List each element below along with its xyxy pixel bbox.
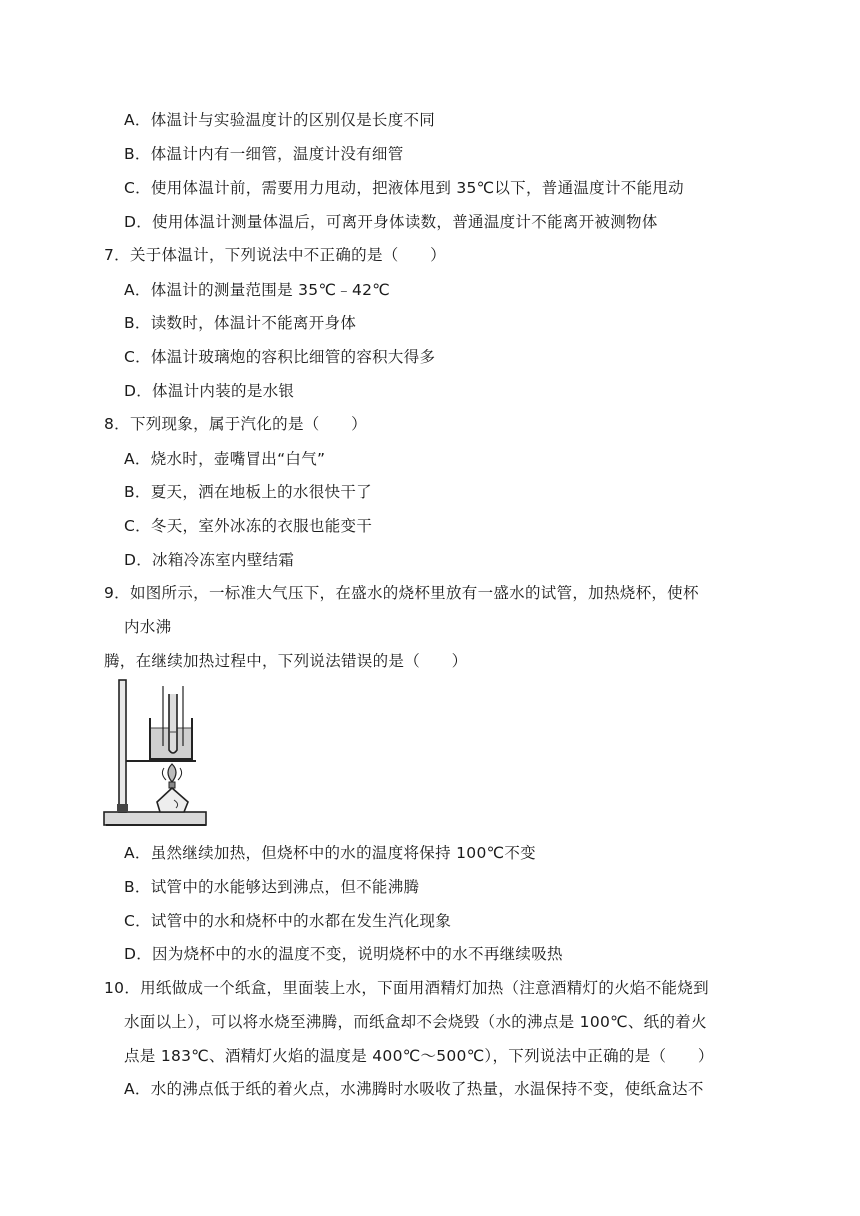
q7-option-a: A．体温计的测量范围是 35℃﹣42℃ [124, 281, 390, 299]
q8-option-a: A．烧水时，壶嘴冒出“白气” [124, 450, 326, 468]
q10-stem-line-2: 水面以上），可以将水烧至沸腾，而纸盒却不会烧毁（水的沸点是 100℃、纸的着火 [124, 1013, 707, 1031]
q8-option-d: D．冰箱冷冻室内壁结霜 [124, 551, 295, 569]
q10-stem-line-3: 点是 183℃、酒精灯火焰的温度是 400℃～500℃），下列说法中正确的是（ ） [124, 1047, 714, 1065]
q8-stem: 8．下列现象，属于汽化的是（ ） [104, 415, 367, 433]
alcohol-lamp [157, 788, 188, 812]
q6-option-a: A．体温计与实验温度计的区别仅是长度不同 [124, 111, 436, 129]
q7-stem: 7．关于体温计，下列说法中不正确的是（ ） [104, 246, 446, 264]
q6-option-c: C．使用体温计前，需要用力甩动，把液体甩到 35℃以下，普通温度计不能甩动 [124, 179, 684, 197]
q8-option-c: C．冬天，室外冰冻的衣服也能变干 [124, 517, 373, 535]
q9-option-d: D．因为烧杯中的水的温度不变，说明烧杯中的水不再继续吸热 [124, 945, 563, 963]
q9-option-a: A．虽然继续加热，但烧杯中的水的温度将保持 100℃不变 [124, 844, 536, 862]
boiling-apparatus-figure [102, 676, 210, 834]
q10-stem-line-1: 10．用纸做成一个纸盒，里面装上水，下面用酒精灯加热（注意酒精灯的火焰不能烧到 [104, 979, 709, 997]
q8-option-b: B．夏天，洒在地板上的水很快干了 [124, 483, 372, 501]
q7-option-b: B．读数时，体温计不能离开身体 [124, 314, 357, 332]
q9-stem-line-3: 腾，在继续加热过程中，下列说法错误的是（ ） [104, 652, 468, 670]
q6-option-b: B．体温计内有一细管，温度计没有细管 [124, 145, 404, 163]
q9-option-b: B．试管中的水能够达到沸点，但不能沸腾 [124, 878, 420, 896]
stand-rod [119, 680, 126, 812]
q9-stem-line-2: 内水沸 [124, 618, 172, 636]
q7-option-c: C．体温计玻璃炮的容积比细管的容积大得多 [124, 348, 436, 366]
q7-option-d: D．体温计内装的是水银 [124, 382, 295, 400]
q9-option-c: C．试管中的水和烧杯中的水都在发生汽化现象 [124, 912, 452, 930]
stand-base [104, 812, 206, 825]
test-tube [169, 694, 177, 753]
q10-option-a: A．水的沸点低于纸的着火点，水沸腾时水吸收了热量，水温保持不变，使纸盒达不 [124, 1080, 704, 1098]
flame [168, 764, 176, 782]
q9-stem-line-1: 9．如图所示，一标准大气压下，在盛水的烧杯里放有一盛水的试管，加热烧杯，使杯 [104, 584, 699, 602]
q6-option-d: D．使用体温计测量体温后，可离开身体读数，普通温度计不能离开被测物体 [124, 213, 658, 231]
